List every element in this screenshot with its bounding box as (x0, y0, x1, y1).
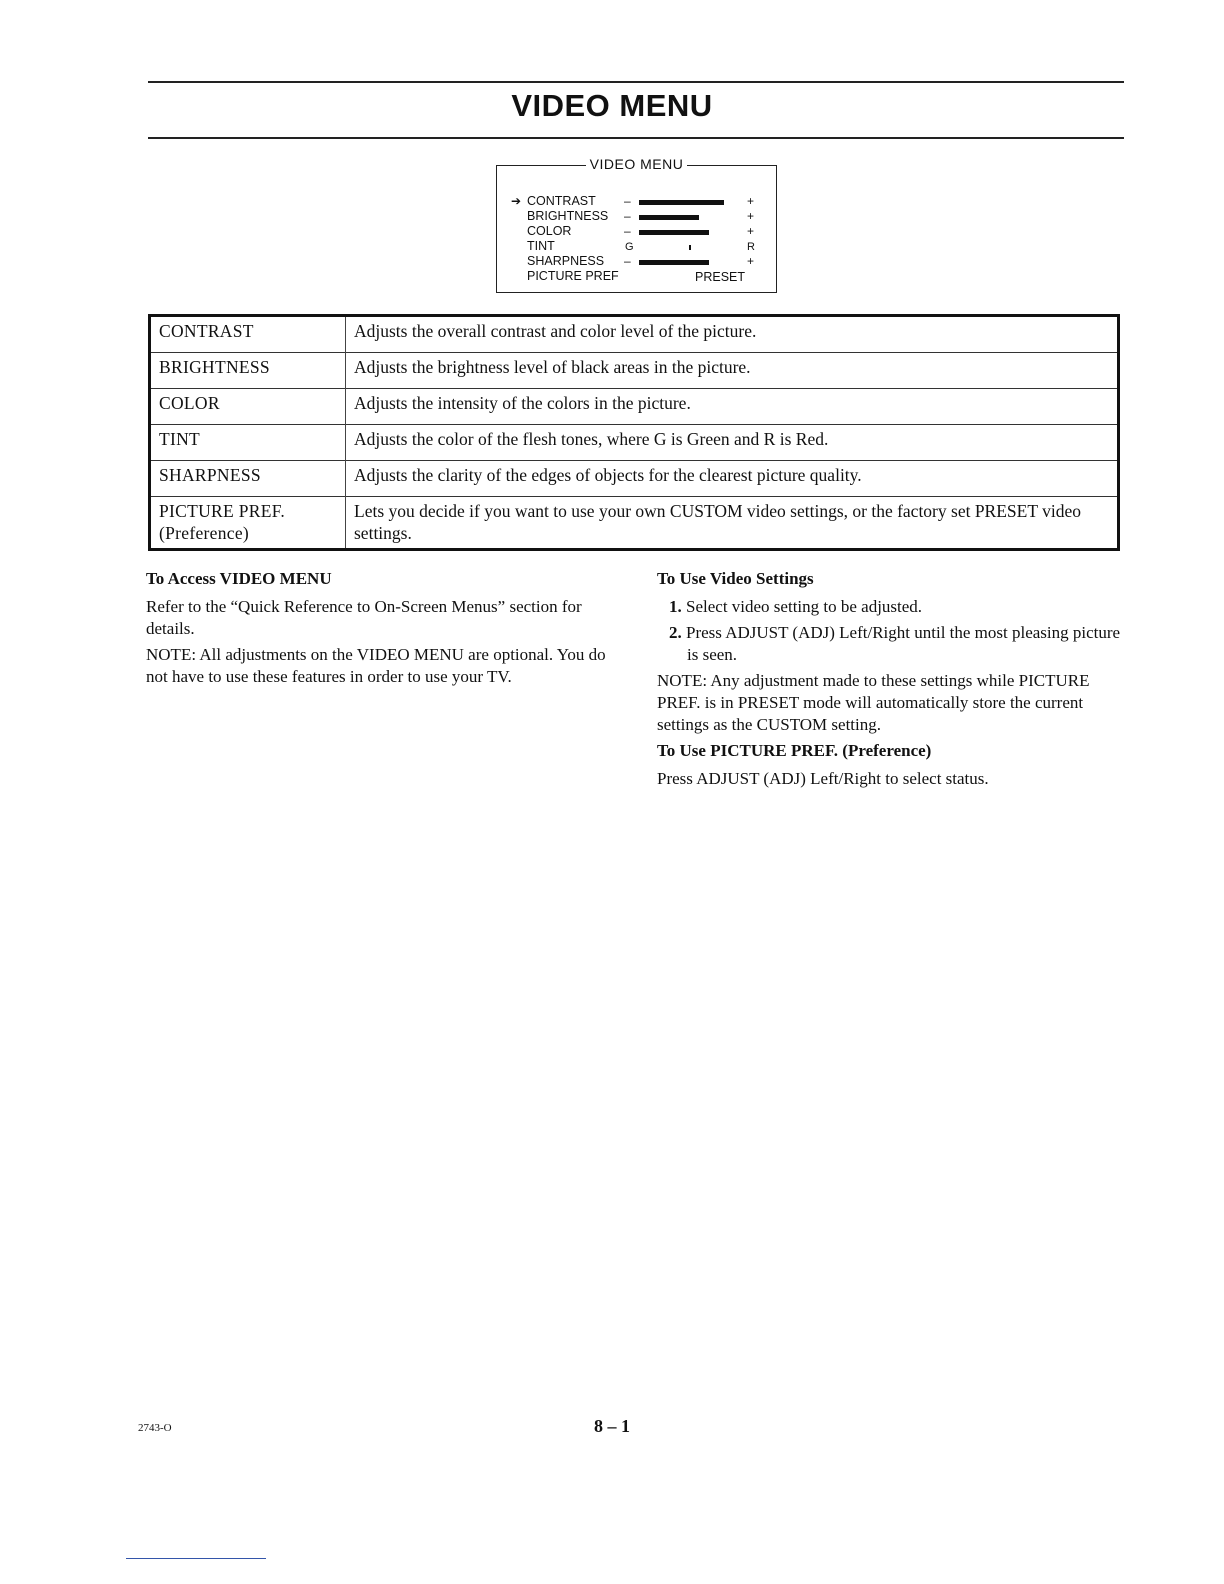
osd-level-bar (639, 230, 709, 235)
setting-desc: Adjusts the overall contrast and color level of the picture. (346, 316, 1119, 353)
settings-heading: To Use Video Settings (657, 569, 814, 588)
setting-name: BRIGHTNESS (150, 353, 346, 389)
picture-pref-text: Press ADJUST (ADJ) Left/Right to select status. (657, 769, 989, 788)
title-rule (148, 137, 1124, 139)
osd-tint-marker (689, 245, 691, 250)
setting-desc: Adjusts the color of the flesh tones, where G is Green and R is Red. (346, 425, 1119, 461)
selection-arrow-icon: ➔ (511, 194, 522, 208)
osd-menu-box: VIDEO MENU ➔ CONTRAST – + BRIGHTNESS – + COLOR – + TINT G R SHARPNESS – + PICTURE PREF PRESET (496, 165, 777, 293)
settings-note: NOTE: Any adjustment made to these settings while PICTURE PREF. is in PRESET mode will automatically store the current settings as the CUSTOM setting. (657, 671, 1090, 734)
setting-name: PICTURE PREF. (Preference) (150, 497, 346, 550)
picture-pref-heading: To Use PICTURE PREF. (Preference) (657, 741, 932, 760)
step-1: 1. Select video setting to be adjusted. (669, 597, 923, 616)
table-row (150, 316, 1119, 353)
table-row (150, 389, 1119, 425)
setting-desc: Adjusts the clarity of the edges of objects for the clearest picture quality. (346, 461, 1119, 497)
document-code: 2743-O (138, 1422, 172, 1434)
left-column (146, 568, 608, 692)
osd-level-bar (639, 215, 699, 220)
page-number: 8 – 1 (594, 1416, 630, 1436)
osd-level-bar (639, 260, 709, 265)
access-text: Refer to the “Quick Reference to On-Screen Menus” section for details. (146, 597, 582, 638)
settings-table (148, 314, 1120, 551)
access-note: NOTE: All adjustments on the VIDEO MENU are optional. You do not have to use these features in order to use your TV. (146, 645, 606, 686)
bottom-divider (126, 1558, 266, 1559)
right-column (657, 568, 1122, 794)
table-row (150, 461, 1119, 497)
table-row (150, 497, 1119, 550)
setting-desc: Adjusts the intensity of the colors in the picture. (346, 389, 1119, 425)
access-heading: To Access VIDEO MENU (146, 569, 332, 588)
osd-title: VIDEO MENU (497, 156, 776, 172)
page-title: VIDEO MENU (511, 88, 713, 123)
setting-desc: Adjusts the brightness level of black areas in the picture. (346, 353, 1119, 389)
setting-name: SHARPNESS (150, 461, 346, 497)
table-row (150, 425, 1119, 461)
setting-name: COLOR (150, 389, 346, 425)
top-rule (148, 81, 1124, 83)
setting-name: TINT (150, 425, 346, 461)
osd-level-bar (639, 200, 724, 205)
step-2: 2. Press ADJUST (ADJ) Left/Right until the most pleasing picture is seen. (669, 623, 1121, 664)
setting-desc: Lets you decide if you want to use your own CUSTOM video settings, or the factory set PRESET video settings. (346, 497, 1119, 550)
setting-name: CONTRAST (159, 321, 254, 341)
table-row (150, 353, 1119, 389)
